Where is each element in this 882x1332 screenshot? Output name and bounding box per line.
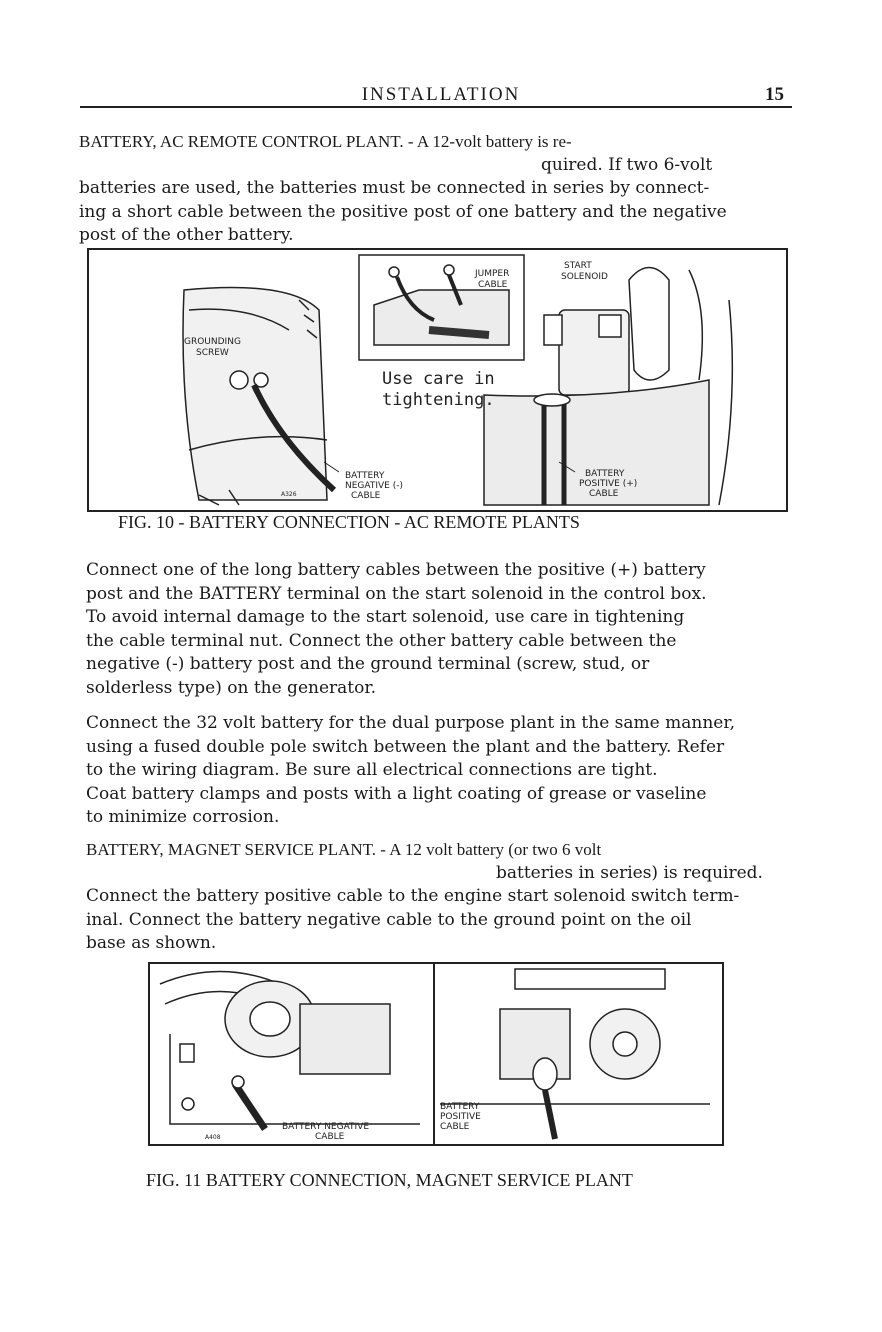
label-grounding: GROUNDING (184, 337, 241, 347)
label-battery: BATTERY (440, 1102, 480, 1112)
text-line: using a fused double pole switch between the plant and the battery. Refer (86, 736, 725, 757)
text-line: To avoid internal damage to the start solenoid, use care in tightening (86, 607, 685, 627)
label-figure-code: A326 (281, 491, 297, 498)
text-line: inal. Connect the battery negative cable to the ground point on the oil (86, 909, 692, 930)
label-solenoid: SOLENOID (561, 272, 608, 282)
label-negative-cable: CABLE (315, 1132, 345, 1142)
label-battery-positive-2: POSITIVE (+) (579, 479, 638, 489)
generator-sketch (183, 288, 334, 506)
text-line: Connect the battery positive cable to the engine start solenoid switch term- (86, 886, 740, 906)
label-positive-cable: CABLE (440, 1122, 470, 1132)
text-line: to the wiring diagram. Be sure all electrical connections are tight. (86, 760, 658, 780)
label-jumper-cable: CABLE (478, 280, 508, 290)
label-screw: SCREW (196, 348, 229, 358)
label-start: START (564, 261, 592, 271)
text-line: to minimize corrosion. (86, 807, 280, 827)
oil-base-sketch (160, 972, 420, 1130)
figure-11-illustration (148, 962, 724, 1146)
text-line: negative (-) battery post and the ground terminal (screw, stud, or (86, 654, 650, 674)
section-32-volt-battery (86, 712, 735, 830)
text-line: Connect one of the long battery cables between the positive (+) battery (86, 560, 706, 580)
label-battery-positive-1: BATTERY (585, 469, 625, 479)
section-magnet-service-battery (86, 838, 763, 956)
text-line: quired. If two 6-volt (541, 154, 713, 175)
section-connection-instructions (86, 559, 706, 700)
note-use-care-2: tightening. (382, 390, 495, 410)
figure-11-caption: FIG. 11 BATTERY CONNECTION, MAGNET SERVICE PLANT (146, 1170, 633, 1190)
header-rule (80, 106, 792, 108)
text-line: BATTERY, MAGNET SERVICE PLANT. - A 12 volt battery (or two 6 volt (86, 840, 602, 859)
running-header-title: INSTALLATION (361, 84, 521, 105)
label-battery-positive-3: CABLE (589, 489, 619, 499)
text-line: batteries in series) is required. (496, 862, 763, 883)
label-battery-negative: BATTERY NEGATIVE (282, 1122, 370, 1132)
text-line: post and the BATTERY terminal on the start solenoid in the control box. (86, 583, 707, 604)
text-line: ing a short cable between the positive post of one battery and the negative (79, 201, 727, 222)
figure-10-illustration (87, 248, 788, 512)
text-line: BATTERY, AC REMOTE CONTROL PLANT. - A 12-volt battery is re- (79, 132, 572, 151)
text-line: Connect the 32 volt battery for the dual purpose plant in the same manner, (86, 713, 735, 733)
label-battery-negative-1: BATTERY (345, 471, 385, 481)
figure-11-drawing (150, 964, 722, 1144)
note-use-care-1: Use care in (382, 369, 495, 389)
figure-10-caption: FIG. 10 - BATTERY CONNECTION - AC REMOTE PLANTS (118, 512, 580, 532)
figure-10-drawing (89, 250, 786, 510)
label-battery-negative-3: CABLE (351, 491, 381, 501)
label-figure-code: A408 (205, 1134, 221, 1141)
text-line: batteries are used, the batteries must be connected in series by connect- (79, 178, 710, 198)
section-ac-remote-battery (79, 130, 727, 248)
label-positive: POSITIVE (440, 1112, 481, 1122)
text-line: Coat battery clamps and posts with a light coating of grease or vaseline (86, 783, 707, 804)
text-line: the cable terminal nut. Connect the other battery cable between the (86, 630, 677, 651)
label-battery-negative-2: NEGATIVE (-) (345, 481, 403, 491)
page-number: 15 (765, 84, 784, 105)
text-line: post of the other battery. (79, 225, 294, 245)
label-jumper: JUMPER (475, 269, 510, 279)
text-line: base as shown. (86, 933, 217, 953)
text-line: solderless type) on the generator. (86, 677, 377, 698)
